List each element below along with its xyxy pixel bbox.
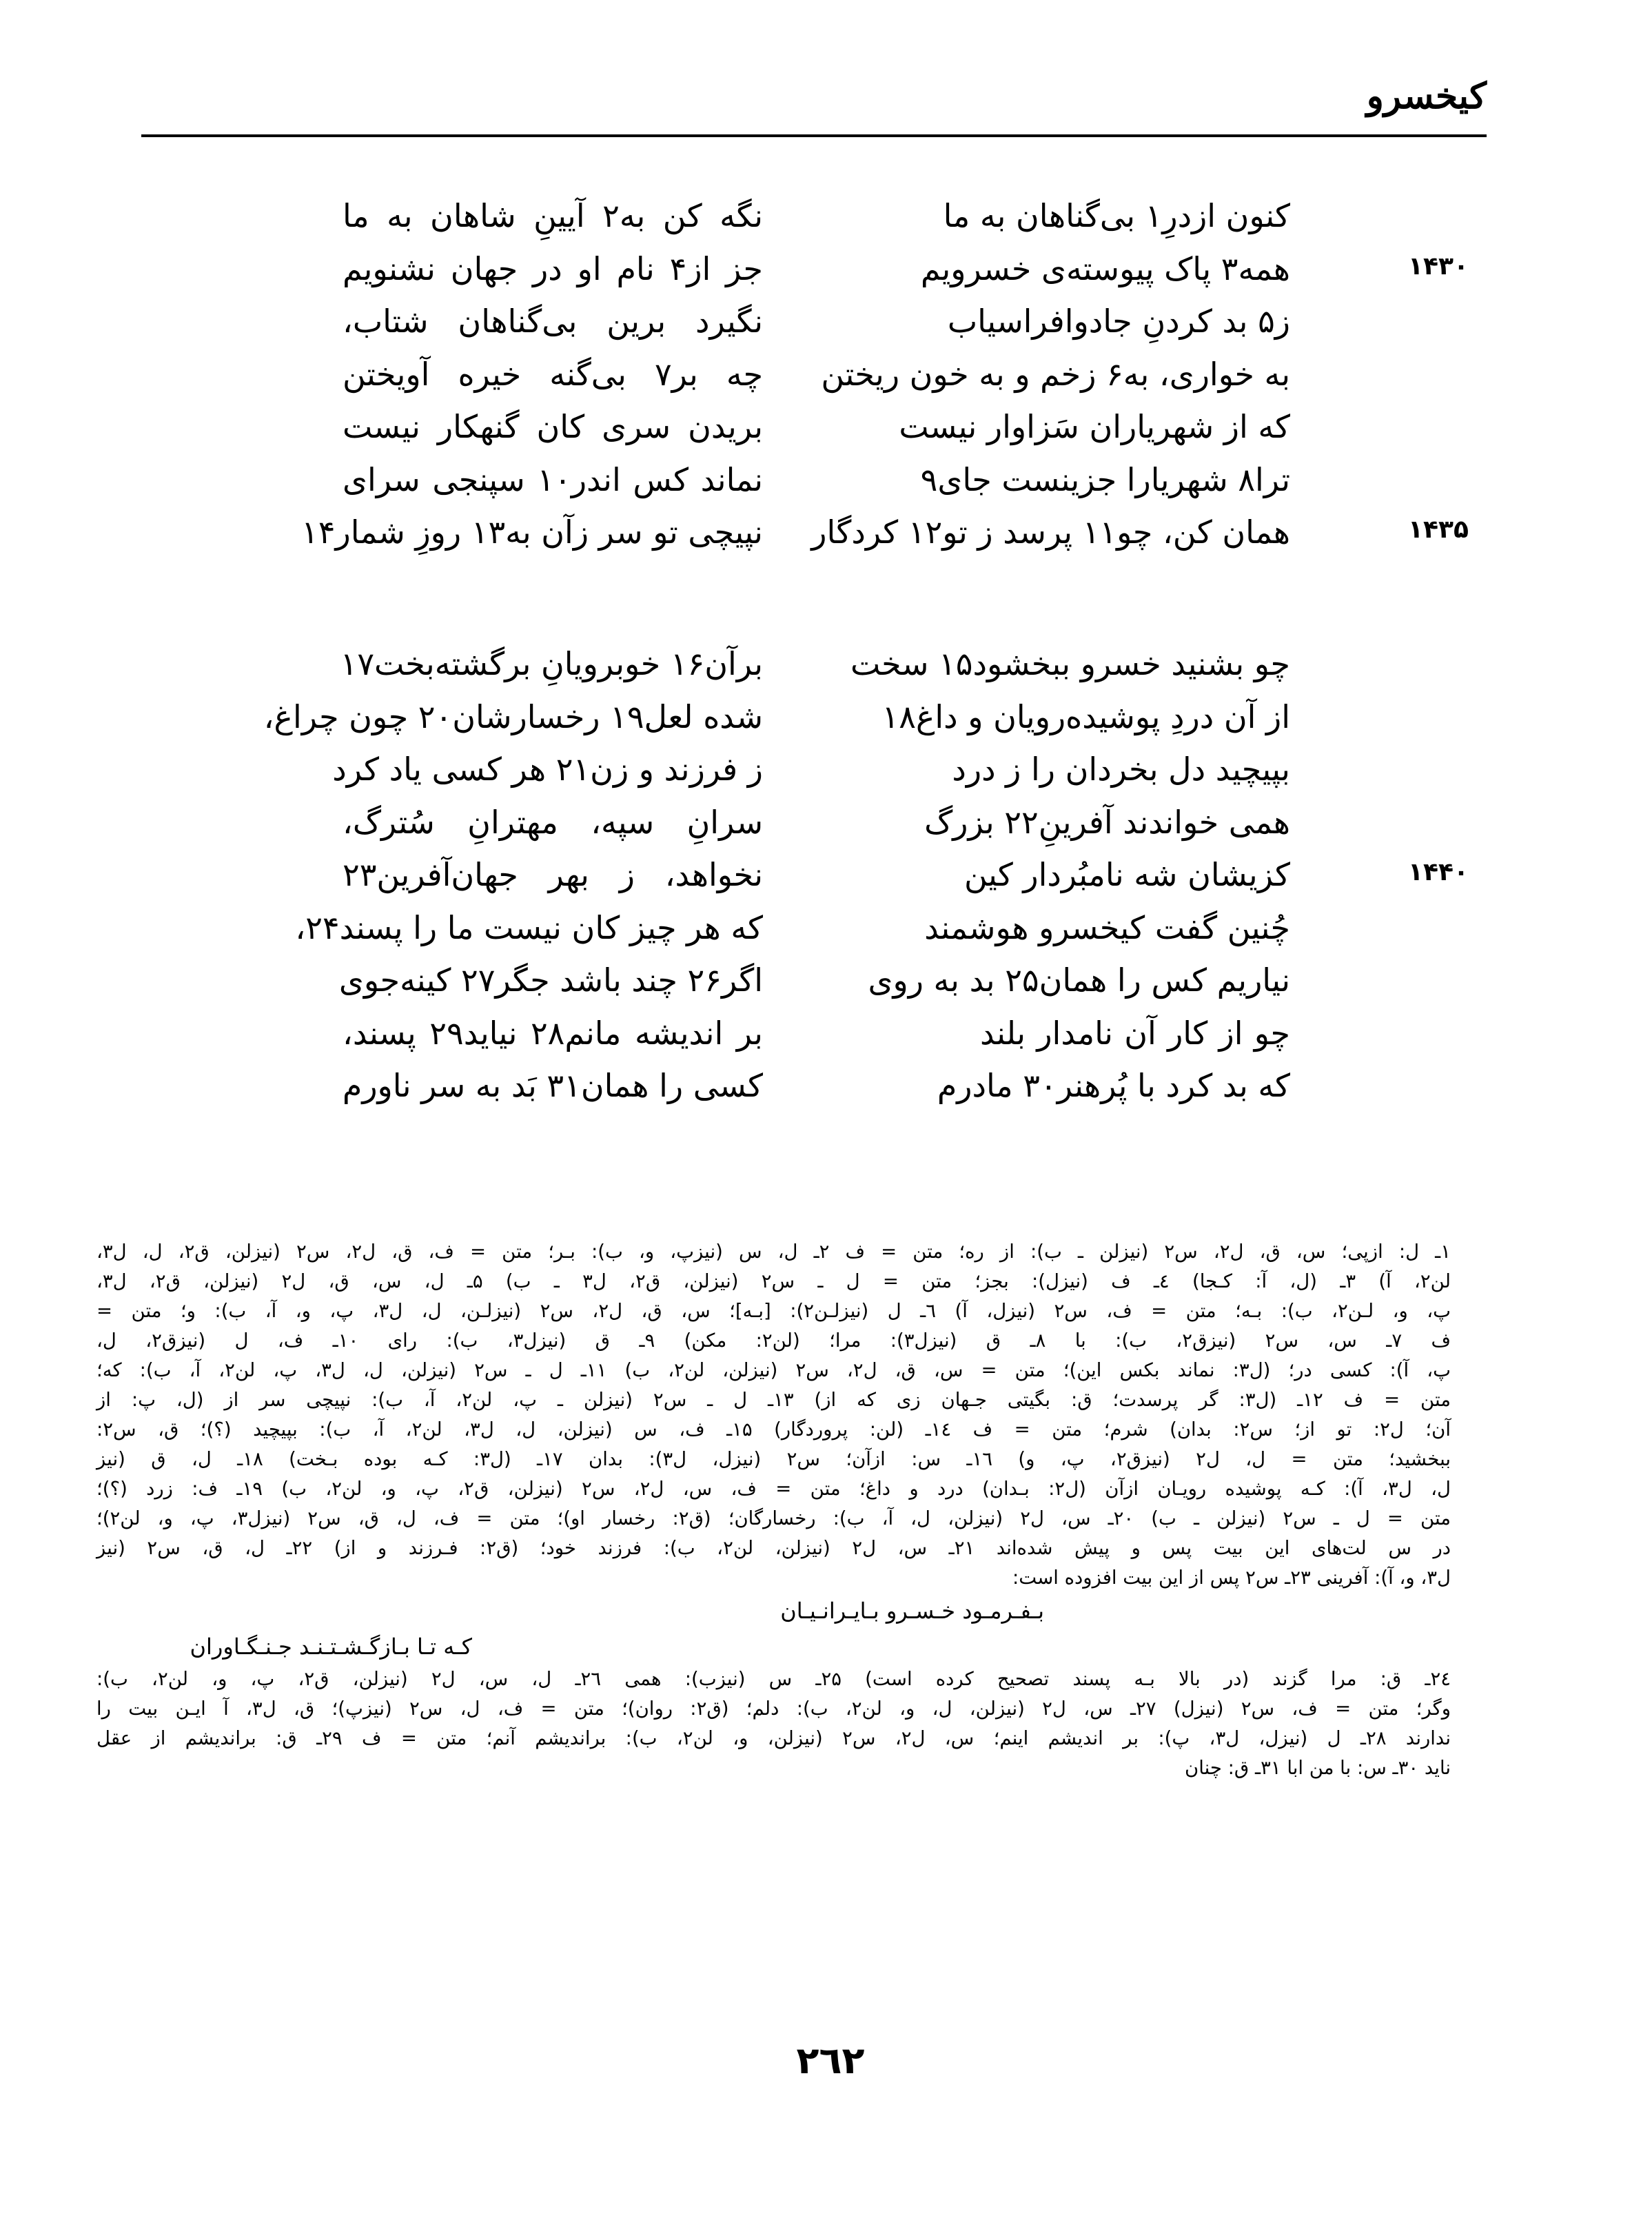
- line-number: ۱۴۳۵: [1408, 516, 1469, 544]
- footnote-line: ف ۷ـ س، س۲ (نیزق۲، ب): با ۸ـ ق (نیزل۳): مرا؛ (لن۲: مکن) ۹ـ ق (نیزل۳، ب): رای ۱۰ـ ف، ل (نیزق۲، ل،: [96, 1330, 1451, 1352]
- hemistich-second: اگر۲۶ چند باشد جگر۲۷ کینه‌جوی: [338, 961, 763, 999]
- verse-row: [0, 506, 1487, 559]
- verse-row: [0, 902, 1487, 955]
- verse-row: [0, 691, 1487, 744]
- footnote-line: لن۲، آ) ۳ـ (ل، آ: کـجا) ٤ـ ف (نیزل): بجز؛ متن = ل ـ س۲ (نیزلن، ق۲، ل۳ ـ ب) ۵ـ ل، س، ق، ل۲ (نیزلن، ق۲، ل۳،: [96, 1270, 1451, 1292]
- hemistich-first: کزیشان شه نامبُردار کین: [964, 856, 1290, 893]
- hemistich-second: شده لعل۱۹ رخسارشان۲۰ چون چراغ،: [263, 698, 763, 735]
- footnote-line: متن = ف ۱۲ـ (ل۳: گر پرسدت؛ ق: بگیتی جـهان زی که از) ۱۳ـ ل ـ س۲ (نیزلن ـ پ، لن۲، آ، ب): نپیچی سر از (ل، پ: از: [96, 1389, 1451, 1411]
- footnote-line: ندارند ۲۸ـ ل (نیزل، ل۳، پ): بر اندیشم اینم؛ س، ل۲، س۲ (نیزلن، و، لن۲، ب): براندیشم آنم؛ متن = ف ۲۹ـ ق: براندیشم از عقل: [96, 1727, 1451, 1749]
- footnote-line: ۲٤ـ ق: مرا گزند (در بالا بـه پسند تصحیح کرده است) ۲۵ـ س (نیزب): همی ۲٦ـ ل، س، ل۲ (نیزلن، ق۲، پ، و، لن۲، ب):: [96, 1668, 1451, 1690]
- verse-row: [0, 243, 1487, 296]
- hemistich-first: همه۳ پاک پیوسته‌ی خسرویم: [920, 250, 1290, 287]
- verse-row: [0, 1059, 1487, 1112]
- footnote-line: ببخشید؛ متن = ل، ل۲ (نیزق۲، پ، و) ۱٦ـ س: ازآن؛ س۲ (نیزل، ل۳): بدان ۱۷ـ (ل۳: کـه بوده بـخت) ۱۸ـ ل، ق (نیز: [96, 1448, 1451, 1470]
- hemistich-first: چو بشنید خسرو ببخشود۱۵ سخت: [850, 645, 1290, 682]
- verse-row: [0, 848, 1487, 902]
- hemistich-first: ز۵ بد کردنِ جادوافراسیاب: [947, 303, 1290, 340]
- hemistich-first: همان کن، چو۱۱ پرسد ز تو۱۲ کردگار: [811, 513, 1290, 551]
- footnote-line: پ، و، لـن۲، ب): بـه؛ متن = ف، س۲ (نیزل، آ) ٦ـ ل (نیزلـن۲): [بـه]؛ س، ق، ل۲، س۲ (نیزلـن، ل، ل۳، پ، و، آ، ب): و؛ متن =: [96, 1300, 1451, 1322]
- hemistich-second: بر اندیشه مانم۲۸ نیاید۲۹ پسند،: [343, 1014, 763, 1052]
- verse-block-2: [0, 638, 1487, 1112]
- footnote-line: ۱ـ ل: ازپی؛ س، ق، ل۲، س۲ (نیزلن ـ ب): از ره؛ متن = ف ۲ـ ل، س (نیزپ، و، ب): بـر؛ متن = ف، ق، ل۲، س۲ (نیزلن، ق۲، ل، ل۳،: [96, 1241, 1451, 1263]
- verse-row: [0, 400, 1487, 454]
- inserted-verse-second: کـه تـا بـازگـشـتـنـد جـنـگـاوران: [190, 1633, 472, 1660]
- hemistich-second: سرانِ سپه، مهترانِ سُترگ،: [343, 803, 763, 841]
- hemistich-second: ز فرزند و زن۲۱ هر کسی یاد کرد: [332, 751, 763, 788]
- hemistich-first: چو از کار آن نامدار بلند: [980, 1014, 1290, 1052]
- footnote-line: در س لت‌های این بیت پس و پیش شده‌اند ۲۱ـ س، ل۲ (نیزلن، لن۲، ب): فرزند خود؛ (ق۲: فـرزند و از) ۲۲ـ ل، ق، س۲ (نیز: [96, 1537, 1451, 1559]
- hemistich-second: نخواهد، ز بهر جهان‌آفرین۲۳: [343, 856, 763, 893]
- verse-row: [0, 954, 1487, 1007]
- footnote-line: متن = ل ـ س۲ (نیزلن ـ ب) ۲۰ـ س، ل۲ (نیزلن، ل، آ، ب): رخسارگان؛ (ق۲: رخسار او)؛ متن = ف، ل، ق، س۲ (نیزل۳، پ، و، لن۲)؛: [96, 1507, 1451, 1529]
- hemistich-second: بریدن سری کان گنهکار نیست: [343, 408, 763, 445]
- footnote-line: آن؛ ل۲: تو از؛ س۲: بدان) شرم؛ متن = ف ۱٤ـ (لن: پروردگار) ۱۵ـ ف، س (نیزلن، ل، ل۳، لن۲، آ، ب): بپیچید (؟)؛ ق، س۲:: [96, 1418, 1451, 1441]
- verse-row: [0, 348, 1487, 401]
- verse-row: [0, 1007, 1487, 1060]
- page-header: [0, 62, 1487, 138]
- hemistich-first: که از شهریاران سَزاوار نیست: [899, 408, 1290, 445]
- hemistich-second: چه بر۷ بی‌گنه خیره آویختن: [343, 355, 764, 393]
- verse-row: [0, 454, 1487, 507]
- line-number: ۱۴۴۰: [1408, 858, 1469, 886]
- hemistich-second: که هر چیز کان نیست ما را پسند۲۴،: [295, 908, 763, 946]
- running-title: کیخسرو: [1366, 75, 1487, 117]
- hemistich-first: چُنین گفت کیخسرو هوشمند: [924, 908, 1290, 946]
- hemistich-second: برآن۱۶ خوبرویانِ برگشته‌بخت۱۷: [340, 645, 763, 682]
- hemistich-second: نپیچی تو سر زآن به۱۳ روزِ شمار۱۴: [301, 513, 763, 551]
- hemistich-first: ترا۸ شهریارا جزینست جای۹: [920, 460, 1290, 498]
- hemistich-first: از آن دردِ پوشیده‌رویان و داغ۱۸: [881, 698, 1290, 735]
- verse-row: [0, 638, 1487, 691]
- hemistich-first: نیاریم کس را همان۲۵ بد به روی: [868, 961, 1290, 999]
- hemistich-first: همی خواندند آفرینِ۲۲ بزرگ: [924, 803, 1290, 841]
- hemistich-first: به خواری، به۶ زخم و به خون ریختن: [821, 355, 1290, 393]
- hemistich-second: نگه کن به۲ آیینِ شاهان به ما: [343, 197, 763, 234]
- hemistich-second: نگیرد برین بی‌گناهان شتاب،: [343, 303, 763, 340]
- verse-row: [0, 295, 1487, 348]
- hemistich-first: که بد کرد با پُرهنر۳۰ مادرم: [937, 1067, 1290, 1104]
- header-rule: [141, 134, 1487, 137]
- footnote-line: ل، ل۳، آ): کـه پوشیده رویـان ازآن (ل۲: بـدان) درد و داغ؛ متن = ف، س، ل۲، س۲ (نیزلن، ق۲، پ، و، لن۲، ب) ۱۹ـ ف: زرد (؟)؛: [96, 1478, 1451, 1500]
- inserted-verse-first: بـفـرمـود خـسـرو بـایـرانـیـان: [780, 1598, 1044, 1624]
- verse-block-1: [0, 190, 1487, 559]
- hemistich-first: کنون ازدرِ۱ بی‌گناهان به ما: [943, 197, 1290, 234]
- verse-row: [0, 743, 1487, 796]
- verse-row: [0, 190, 1487, 243]
- hemistich-second: نماند کس اندر۱۰ سپنجی سرای: [343, 460, 763, 498]
- footnote-line: ناید ۳۰ـ س: با من ابا ۳۱ـ ق: چنان: [1185, 1757, 1451, 1779]
- hemistich-first: بپیچید دل بخردان را ز درد: [952, 751, 1290, 788]
- hemistich-second: جز از۴ نام او در جهان نشنویم: [343, 250, 763, 287]
- footnote-line: پ، آ): کسی در؛ (ل۳: نماند بکس این)؛ متن = س، ق، ل۲، س۲ (نیزلن، لن۲، ب) ۱۱ـ ل ـ س۲ (نیزلن، ل، ل۳، پ، لن۲، آ، ب): که؛: [96, 1359, 1451, 1381]
- footnotes-apparatus: [96, 1237, 1451, 1783]
- hemistich-second: کسی را همان۳۱ بَد به سر ناورم: [342, 1067, 763, 1104]
- verse-row: [0, 796, 1487, 849]
- footnote-line: ل۳، و، آ): آفرینی ۲۳ـ س۲ پس از این بیت افزوده است:: [1012, 1567, 1451, 1589]
- line-number: ۱۴۳۰: [1408, 252, 1469, 281]
- page-number: ۲٦۲: [796, 2039, 865, 2082]
- footnote-line: وگر؛ متن = ف، س۲ (نیزل) ۲۷ـ س، ل۲ (نیزلن، ل، و، لن۲، ب): دلم؛ (ق۲: روان)؛ متن = ف، ل، س۲ (نیزپ)؛ ق، ل۳، آ ایـن بیت را: [96, 1698, 1451, 1720]
